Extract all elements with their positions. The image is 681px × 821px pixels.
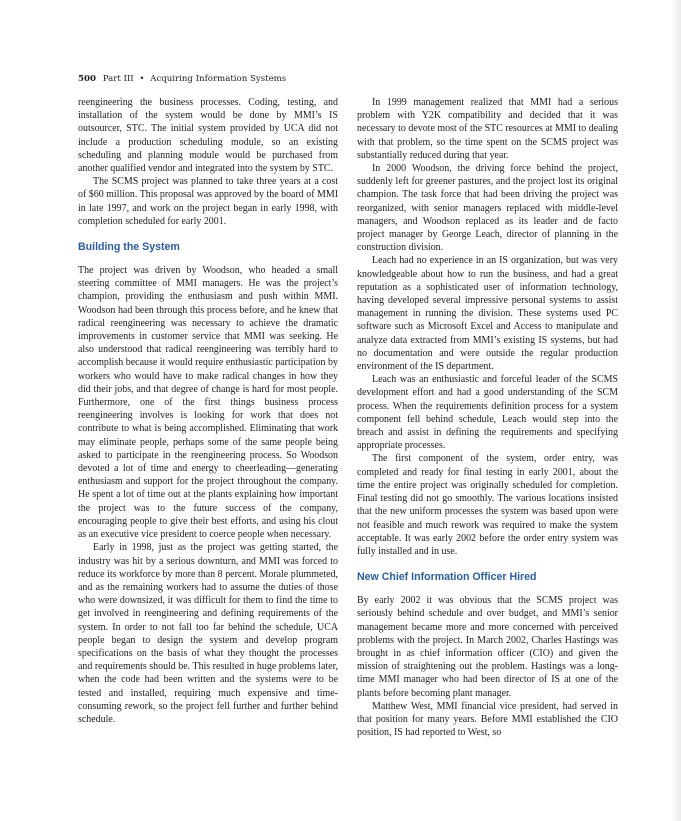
paragraph: By early 2002 it was obvious that the SCMS project was seriously behind schedule and over budget, and MMI’s senior management became more and more concerned with perceived problems with the project. In March 2002, Charles Hastings was brought in as chief information officer (CIO) and given the mission of straightening out the problem. Hastings was a long-time MMI manager who had been director of IS at one of the plants before becoming plant manager. — [357, 595, 618, 699]
right-column — [357, 96, 618, 739]
part-label: Part III — [102, 74, 134, 84]
section-title: Acquiring Information Systems — [150, 74, 287, 84]
section-heading: New Chief Information Officer Hired — [357, 571, 537, 584]
paragraph: The first component of the system, order entry, was completed and ready for final testing in early 2001, about the time the entire project was originally scheduled for completion. Final testing did not go smoothly. The various locations insisted that the new uniform processes the system was based upon were not feasible and much rework was required to make the system acceptable. It was early 2002 before the order entry system was fully installed and in use. — [357, 453, 618, 557]
section-heading: Building the System — [78, 241, 180, 254]
paragraph: The SCMS project was planned to take three years at a cost of $60 million. This proposal was approved by the board of MMI in late 1997, and work on the project began in early 1998, with completion scheduled for early 2001. — [78, 176, 338, 227]
page-edge-shadow — [671, 0, 681, 821]
paragraph: The project was driven by Woodson, who headed a small steering committee of MMI managers. He was the project’s champion, providing the enthusiasm and push within MMI. Woodson had been through this process before, and he knew that radical reengineering was necessary to achieve the dramatic improvements in customer service that MMI was seeking. He also understood that radical reengineering was terribly hard to accomplish because it would require enthusiastic participation by workers who would have to make radical changes in how they did their jobs, and that degree of change is hard for most people. Furthermore, one of the first things business process reengineering involves is looking for work that does not contribute to what is being accomplished. Eliminating that work may eliminate people, perhaps some of the same people being asked to participate in the reengineering process. So Woodson devoted a lot of time and energy to cheerleading—generating enthusiasm and support for the project throughout the company. He spent a lot of time out at the plants explaining how important the project was to the future success of the company, encouraging people to give their best efforts, and using his clout as an executive vice president to coerce people when necessary. — [78, 265, 338, 541]
paragraph: In 1999 management realized that MMI had a serious problem with Y2K compatibility and decided that it was necessary to devote most of the STC resources at MMI to dealing with that problem, so the time spent on the SCMS project was substantially reduced during that year. — [357, 97, 618, 161]
paragraph: Leach was an enthusiastic and forceful leader of the SCMS development effort and had a good understanding of the SCM process. When the requirements definition process for a system component fell behind schedule, Leach would step into the breach and assist in defining the requirements and specifying appropriate processes. — [357, 374, 618, 452]
paragraph: Matthew West, MMI financial vice president, had served in that position for many years. Before MMI established the CIO position, IS had reported to West, so — [357, 700, 618, 739]
left-column — [78, 96, 338, 726]
paragraph: In 2000 Woodson, the driving force behind the project, suddenly left for greener pastures, and the project lost its original champion. The task force that had been driving the project was reorganized, with senior managers replaced with middle-level managers, and Woodson replaced as its leader and de facto project manager by George Leach, director of planning in the construction division. — [357, 163, 618, 254]
header-separator: • — [139, 74, 145, 84]
paragraph: reengineering the business processes. Coding, testing, and installation of the system would be done by MMI’s IS outsourcer, STC. The initial system provided by UCA did not include a production scheduling module, so an existing scheduling and planning module would be purchased from another qualified vendor and integrated into the system by STC. — [78, 97, 338, 175]
page-number: 500 — [78, 74, 96, 84]
paragraph: Leach had no experience in an IS organization, but was very knowledgeable about how to run the business, and had a great reputation as a sophisticated user of information technology, having developed several impressive personal systems to assist management in running the division. These systems used PC software such as Microsoft Excel and Access to manipulate and analyze data extracted from MMI’s existing IS systems, but had no documentation and were outside the regular production environment of the IS department. — [357, 255, 618, 373]
paragraph: Early in 1998, just as the project was getting started, the industry was hit by a serious downturn, and MMI was forced to reduce its workforce by more than 8 percent. Morale plummeted, and as the remaining workers had to assume the duties of those who were downsized, it was difficult for them to find the time to get involved in reengineering and defining requirements of the system. In order to not fall too far behind the schedule, UCA people began to design the system and develop program specifications on the basis of what they thought the processes and requirements should be. This resulted in huge problems later, when the code had been written and the systems were to be tested and installed, requiring much expensive and time-consuming rework, so the project fell further and further behind schedule. — [78, 542, 338, 725]
running-header — [78, 74, 286, 84]
